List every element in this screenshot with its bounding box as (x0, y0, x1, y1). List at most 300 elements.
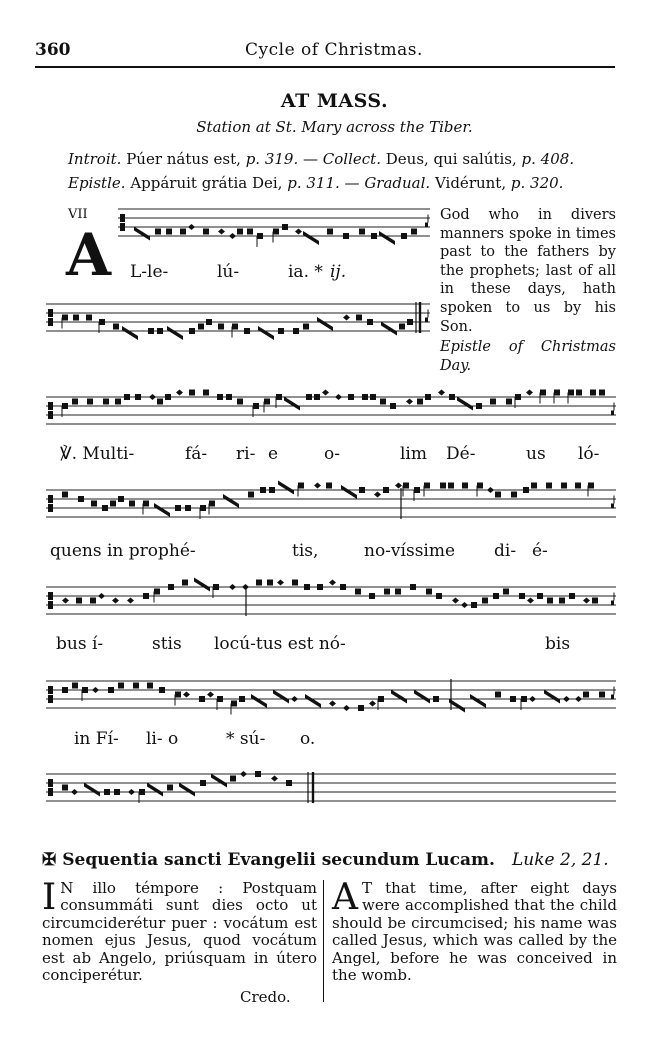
syllable: é- (532, 541, 548, 561)
clef (48, 309, 53, 317)
neume (286, 780, 292, 786)
syllable: lú- (217, 262, 240, 282)
neume (356, 315, 362, 321)
syllable: bus í- (56, 634, 104, 654)
neume (154, 589, 160, 595)
neume (207, 692, 214, 698)
neume (583, 692, 589, 698)
neume (226, 394, 232, 400)
collect-ref: p. 408. (521, 150, 575, 168)
syllable: di- (494, 541, 517, 561)
neume (155, 229, 161, 235)
neume (203, 229, 209, 235)
neume (411, 229, 417, 235)
station-line: Station at St. Mary across the Tiber. (196, 118, 473, 136)
epistle-translation (440, 206, 616, 375)
custos (611, 504, 614, 509)
gospel-reference: Luke 2, 21. (512, 850, 609, 870)
neume (293, 328, 299, 334)
neume (326, 483, 332, 489)
english-drop-initial: A (332, 877, 358, 918)
neume (341, 485, 357, 499)
neume (476, 403, 482, 409)
neume (73, 315, 79, 321)
neume (303, 231, 319, 245)
neume (369, 701, 376, 707)
neume (159, 687, 165, 693)
neume (179, 783, 195, 797)
neume (98, 593, 105, 599)
neume (115, 399, 121, 405)
neume (358, 705, 364, 711)
neume (189, 328, 195, 334)
neume (157, 328, 163, 334)
neume (414, 487, 420, 493)
syllable: ló- (578, 444, 600, 464)
syllable: no-víssime (364, 541, 456, 561)
neume (317, 317, 333, 331)
translation-source: Epistle of Christmas Day. (440, 339, 616, 374)
staff-4 (46, 486, 616, 530)
neume (103, 399, 109, 405)
neume (370, 394, 376, 400)
neume (462, 483, 468, 489)
syllable: o. (300, 729, 316, 749)
neume (223, 494, 239, 508)
introit-label: Introit. (68, 150, 122, 168)
page-number: 360 (35, 40, 71, 60)
clef (48, 402, 53, 410)
neume (240, 771, 247, 777)
epistle-label: Epistle. (68, 174, 126, 192)
neume (133, 683, 139, 689)
neume (113, 324, 119, 330)
gradual-text: Vidérunt, (434, 174, 507, 192)
neume (76, 598, 82, 604)
neume (134, 227, 150, 241)
neume (244, 328, 250, 334)
clef (48, 592, 53, 600)
neume (592, 598, 598, 604)
neume (271, 776, 278, 782)
neume (129, 501, 135, 507)
neume (232, 324, 238, 330)
neume (72, 683, 78, 689)
neume (362, 394, 368, 400)
propers-line-2 (68, 174, 563, 192)
syllable: ia. * (288, 262, 323, 282)
neume (410, 584, 416, 590)
neume (298, 483, 304, 489)
neume (203, 390, 209, 396)
neume (369, 593, 375, 599)
neume (110, 501, 116, 507)
clef (120, 223, 125, 231)
neume (188, 224, 195, 230)
gospel-english (332, 877, 617, 985)
neume (503, 589, 509, 595)
neume (253, 403, 259, 409)
neume (295, 229, 302, 235)
clef (48, 318, 53, 326)
neume (343, 705, 350, 711)
neume (449, 394, 455, 400)
propers-line-1 (68, 150, 574, 168)
neume (72, 399, 78, 405)
gospel-heading-text: Sequentia sancti Evangelii secundum Lucam. (62, 850, 495, 870)
neume (168, 584, 174, 590)
mode-number: VII (68, 207, 88, 222)
neume (247, 229, 253, 235)
neume (256, 580, 262, 586)
neume (167, 785, 173, 791)
neume (380, 399, 386, 405)
neume (62, 492, 68, 498)
neume (526, 390, 533, 396)
epistle-ref: p. 311. — (287, 174, 360, 192)
neume (448, 483, 454, 489)
neume (62, 403, 68, 409)
neume (510, 696, 516, 702)
neume (99, 319, 105, 325)
syllable: quens in prophé- (50, 541, 196, 561)
neume (200, 780, 206, 786)
neume (124, 394, 130, 400)
syllable: fá- (185, 444, 208, 464)
neume (211, 774, 227, 788)
neume (407, 319, 413, 325)
neume (78, 496, 84, 502)
clef (48, 495, 53, 503)
neume (457, 397, 473, 411)
syllable: lim (400, 444, 427, 464)
neume (62, 687, 68, 693)
neume (314, 394, 320, 400)
neume (343, 315, 350, 321)
neume (383, 487, 389, 493)
clef (48, 788, 53, 796)
custos (425, 318, 428, 323)
neume (62, 598, 69, 604)
neume (255, 771, 261, 777)
custos (611, 695, 614, 700)
neume (305, 694, 321, 708)
staff-5 (46, 583, 616, 627)
neume (355, 589, 361, 595)
syllable: us (526, 444, 546, 464)
neume (147, 683, 153, 689)
neume (440, 483, 446, 489)
neume (471, 602, 477, 608)
neume (425, 394, 431, 400)
neume (165, 394, 171, 400)
neume (599, 692, 605, 698)
neume (258, 326, 274, 340)
neume (391, 690, 407, 704)
neume (231, 701, 237, 707)
clef (48, 601, 53, 609)
neume (506, 399, 512, 405)
neume (515, 394, 521, 400)
cross-icon: ✠ (42, 850, 57, 870)
neume (82, 687, 88, 693)
neume (284, 397, 300, 411)
neume (390, 403, 396, 409)
syllable: * sú- (226, 729, 266, 749)
neume (424, 483, 430, 489)
clef (48, 779, 53, 787)
staff-6 (46, 677, 616, 721)
neume (406, 399, 413, 405)
neume (194, 578, 210, 592)
neume (166, 229, 172, 235)
neume (544, 690, 560, 704)
neume (452, 598, 459, 604)
staff-7 (46, 770, 616, 814)
neume (176, 390, 183, 396)
neume (590, 390, 596, 396)
translation-text: God who in divers manners spoke in times past to the fathers by the prophets; last of all in these days, hath spoken to us by his Son. (440, 207, 616, 335)
neume (185, 505, 191, 511)
neume (521, 696, 527, 702)
neume (209, 501, 215, 507)
gospel-latin (42, 877, 317, 985)
neume (102, 505, 108, 511)
neume (217, 696, 223, 702)
neume (395, 483, 402, 489)
neume (112, 598, 119, 604)
syllable: L-le- (130, 262, 169, 282)
staff-1 (118, 205, 430, 249)
syllable: ri- (236, 444, 256, 464)
neume (303, 324, 309, 330)
neume (148, 328, 154, 334)
neume (175, 692, 181, 698)
neume (278, 328, 284, 334)
neume (198, 324, 204, 330)
neume (487, 487, 494, 493)
column-divider (323, 880, 324, 1002)
collect-text: Deus, qui salútis, (385, 150, 517, 168)
clef (48, 695, 53, 703)
syllable: li- (146, 729, 163, 749)
gradual-ref: p. 320. (510, 174, 564, 192)
neume (306, 394, 312, 400)
neume (71, 789, 78, 795)
mass-title: AT MASS. (280, 90, 389, 112)
neume (237, 399, 243, 405)
gradual-label: Gradual. (364, 174, 431, 192)
neume (304, 584, 310, 590)
neume (200, 505, 206, 511)
custos (425, 223, 428, 228)
neume (414, 690, 430, 704)
clef (120, 214, 125, 222)
neume (267, 580, 273, 586)
neume (335, 394, 342, 400)
neume (379, 231, 395, 245)
neume (273, 690, 289, 704)
neume (84, 783, 100, 797)
neume (399, 324, 405, 330)
neume (554, 390, 560, 396)
neume (546, 483, 552, 489)
neume (87, 399, 93, 405)
neume (531, 483, 537, 489)
introit-ref: p. 319. — (245, 150, 318, 168)
neume (340, 584, 346, 590)
neume (588, 483, 594, 489)
syllable: bis (545, 634, 571, 654)
latin-drop-initial: I (42, 877, 57, 918)
syllable: stis (152, 634, 182, 654)
neume (527, 598, 534, 604)
neume (91, 501, 97, 507)
neume (583, 598, 590, 604)
neume (343, 233, 349, 239)
neume (218, 229, 225, 235)
syllable: ij. (330, 262, 347, 282)
syllable: locú-tus est nó- (214, 634, 346, 654)
neume (127, 598, 134, 604)
neume (401, 233, 407, 239)
neume (482, 598, 488, 604)
neume (495, 692, 501, 698)
neume (426, 589, 432, 595)
neume (257, 233, 263, 239)
neume (86, 315, 92, 321)
syllable: o- (324, 444, 340, 464)
neume (118, 496, 124, 502)
neume (436, 593, 442, 599)
neume (367, 319, 373, 325)
neume (529, 696, 536, 702)
introit-text: Púer nátus est, (126, 150, 241, 168)
neume (438, 390, 445, 396)
neume (547, 598, 553, 604)
neume (199, 696, 205, 702)
neume (269, 487, 275, 493)
syllable: Dé- (446, 444, 476, 464)
neume (322, 390, 329, 396)
neume (182, 580, 188, 586)
neume (575, 696, 582, 702)
neume (260, 487, 266, 493)
credo: Credo. (240, 988, 291, 1006)
neume (251, 694, 267, 708)
neume (417, 399, 423, 405)
neume (167, 326, 183, 340)
neume (229, 233, 236, 239)
neume (359, 487, 365, 493)
neume (135, 394, 141, 400)
neume (511, 492, 517, 498)
neume (291, 696, 298, 702)
clef (48, 504, 53, 512)
custos (611, 601, 614, 606)
neume (569, 593, 575, 599)
neume (104, 789, 110, 795)
neume (563, 696, 570, 702)
neume (490, 399, 496, 405)
neume (276, 394, 282, 400)
neume (143, 501, 149, 507)
neume (470, 694, 486, 708)
neume (206, 319, 212, 325)
neume (122, 326, 138, 340)
neume (154, 503, 170, 517)
neume (175, 505, 181, 511)
neume (519, 593, 525, 599)
neume (114, 789, 120, 795)
neume (561, 483, 567, 489)
neume (359, 229, 365, 235)
neume (248, 492, 254, 498)
neume (327, 229, 333, 235)
neume (374, 492, 381, 498)
neume (149, 394, 156, 400)
staff-3 (46, 393, 616, 437)
neume (139, 789, 145, 795)
neume (523, 487, 529, 493)
syllable: e (268, 444, 279, 464)
neume (381, 322, 397, 336)
clef (48, 686, 53, 694)
neume (568, 390, 574, 396)
neume (292, 580, 298, 586)
neume (493, 593, 499, 599)
neume (108, 687, 114, 693)
neume (540, 390, 546, 396)
neume (329, 701, 336, 707)
epistle-text: Appáruit grátia Dei, (130, 174, 283, 192)
gospel-heading (42, 850, 495, 870)
neume (576, 390, 582, 396)
neume (575, 483, 581, 489)
neume (599, 390, 605, 396)
neume (189, 390, 195, 396)
neume (378, 696, 384, 702)
syllable: o (168, 729, 179, 749)
syllable: ℣. Multi- (60, 444, 135, 464)
neume (237, 229, 243, 235)
neume (329, 580, 336, 586)
neume (183, 692, 190, 698)
neume (218, 324, 224, 330)
neume (90, 598, 96, 604)
latin-text: N illo témpore : Postquam consummáti sunt dies octo ut circumciderétur puer : vocátum est nomen ejus Jesus, quod vocátum est ab Angelo, priúsquam in útero conciperétur. (42, 879, 317, 985)
neume (147, 783, 163, 797)
neume (559, 598, 565, 604)
custos (611, 411, 614, 416)
neume (537, 593, 543, 599)
running-title: Cycle of Christmas. (245, 40, 423, 60)
header-rule (35, 66, 615, 68)
neume (180, 229, 186, 235)
neume (477, 483, 483, 489)
neume (213, 584, 219, 590)
neume (278, 481, 294, 495)
neume (239, 696, 245, 702)
neume (217, 394, 223, 400)
neume (433, 696, 439, 702)
staff-2 (46, 300, 430, 344)
neume (277, 580, 284, 586)
neume (128, 789, 135, 795)
neume (317, 584, 323, 590)
neume (118, 683, 124, 689)
neume (143, 593, 149, 599)
